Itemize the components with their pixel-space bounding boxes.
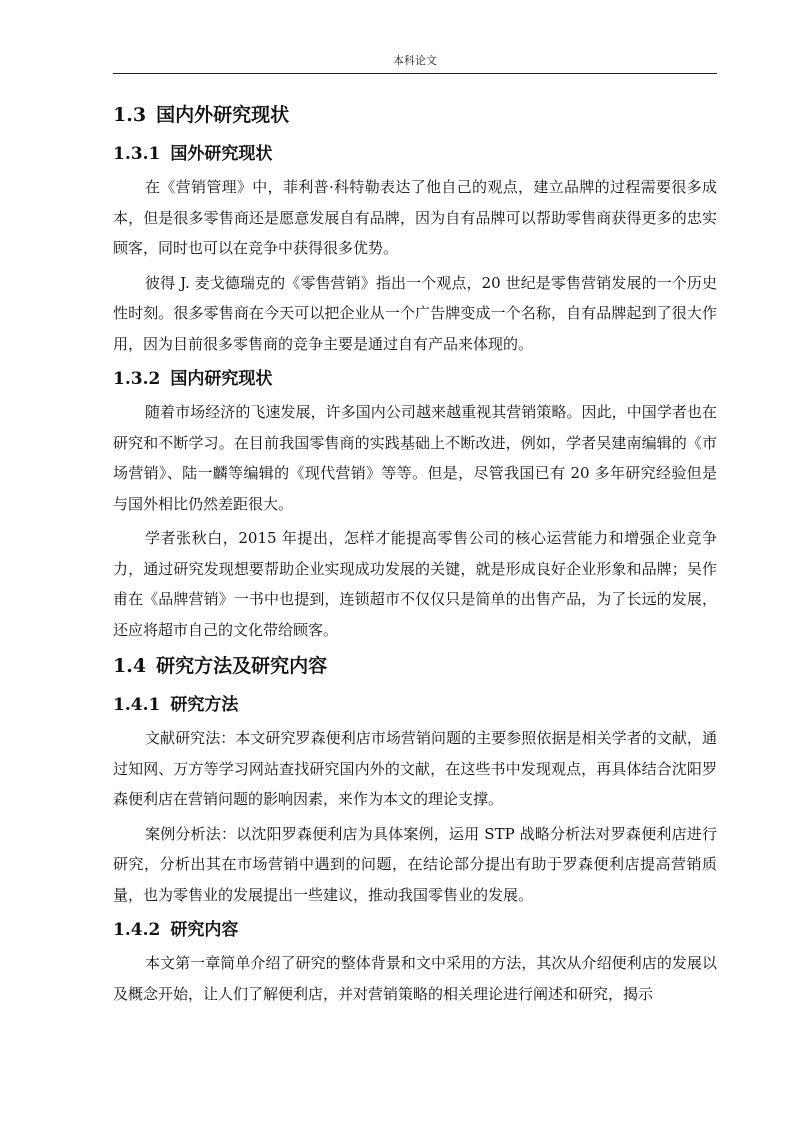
- section-title: 国内外研究现状: [156, 104, 290, 126]
- subsection-number: 1.3.1: [113, 144, 161, 164]
- subsection-title: 国外研究现状: [170, 144, 273, 164]
- subsection-title: 研究方法: [170, 695, 239, 715]
- header-rule: [113, 73, 717, 74]
- subsection-heading-1-3-2: [113, 363, 717, 395]
- section-number: 1.3: [113, 104, 147, 126]
- paragraph: 本文第一章简单介绍了研究的整体背景和文中采用的方法，其次从介绍便利店的发展以及概念开始，让人们了解便利店，并对营销策略的相关理论进行阐述和研究，揭示: [113, 954, 717, 1003]
- paragraph: 案例分析法：以沈阳罗森便利店为具体案例，运用 STP 战略分析法对罗森便利店进行研究，分析出其在市场营销中遇到的问题，在结论部分提出有助于罗森便利店提高营销质量，也为零售业的发展提出一些建议，推动我国零售业的发展。: [113, 824, 717, 904]
- subsection-heading-1-4-2: [113, 914, 717, 946]
- subsection-title: 国内研究现状: [170, 369, 273, 389]
- paragraph: 学者张秋白，2015 年提出，怎样才能提高零售公司的核心运营能力和增强企业竞争力，通过研究发现想要帮助企业实现成功发展的关键，就是形成良好企业形象和品牌；吴作甫在《品牌营销》一书中也提到，连锁超市不仅仅只是简单的出售产品，为了长远的发展，还应将超市自己的文化带给顾客。: [113, 529, 717, 639]
- paragraph: 彼得 J. 麦戈德瑞克的《零售营销》指出一个观点，20 世纪是零售营销发展的一个历史性时刻。很多零售商在今天可以把企业从一个广告牌变成一个名称，自有品牌起到了很大作用，因为目前很多零售商的竞争主要是通过自有产品来体现的。: [113, 273, 717, 353]
- paragraph: 在《营销管理》中，菲利普·科特勒表达了他自己的观点，建立品牌的过程需要很多成本，但是很多零售商还是愿意发展自有品牌，因为自有品牌可以帮助零售商获得更多的忠实顾客，同时也可以在竞争中获得很多优势。: [113, 178, 717, 257]
- section-number: 1.4: [113, 655, 147, 677]
- subsection-heading-1-4-1: [113, 689, 717, 721]
- subsection-title: 研究内容: [170, 920, 239, 940]
- section-heading-1-4: [113, 649, 717, 683]
- subsection-heading-1-3-1: [113, 138, 717, 170]
- section-heading-1-3: [113, 98, 717, 132]
- subsection-number: 1.3.2: [113, 369, 161, 389]
- subsection-number: 1.4.1: [113, 695, 161, 715]
- paragraph: 随着市场经济的飞速发展，许多国内公司越来越重视其营销策略。因此，中国学者也在研究和不断学习。在目前我国零售商的实践基础上不断改进，例如，学者吴建南编辑的《市场营销》、陆一麟等编辑的《现代营销》等等。但是，尽管我国已有 20 多年研究经验但是与国外相比仍然差距很大。: [113, 403, 717, 513]
- section-title: 研究方法及研究内容: [156, 655, 328, 677]
- page-body: [113, 98, 717, 1013]
- paragraph: 文献研究法：本文研究罗森便利店市场营销问题的主要参照依据是相关学者的文献，通过知网、万方等学习网站查找研究国内外的文献，在这些书中发现观点，再具体结合沈阳罗森便利店在营销问题的影响因素，来作为本文的理论支撑。: [113, 729, 717, 808]
- subsection-number: 1.4.2: [113, 920, 161, 940]
- running-header: 本科论文: [393, 54, 437, 67]
